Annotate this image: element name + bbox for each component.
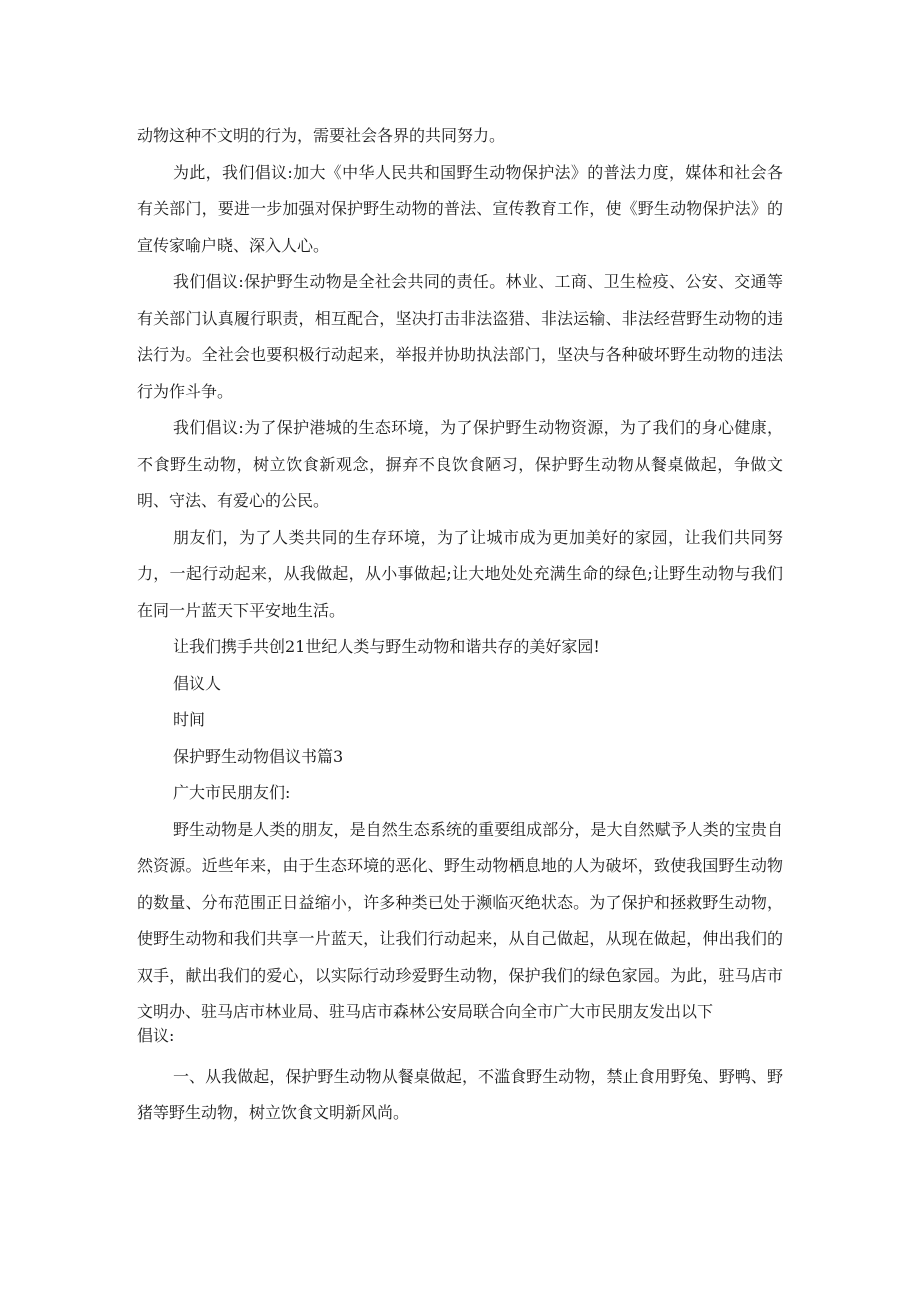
- document-body: [137, 118, 783, 1132]
- paragraph-item-one: 一、从我做起，保护野生动物从餐桌做起，不滥食野生动物，禁止食用野兔、野鸭、野猪等野生动物，树立饮食文明新风尚。: [137, 1066, 783, 1122]
- paragraph-friends: 朋友们，为了人类共同的生存环境，为了让城市成为更加美好的家园，让我们共同努力，一起行动起来，从我做起，从小事做起;让大地处处充满生命的绿色;让野生动物与我们在同一片蓝天下平安地生活。: [137, 527, 783, 620]
- paragraph-proposal-law: 为此，我们倡议:加大《中华人民共和国野生动物保护法》的普法力度，媒体和社会各有关部门，要进一步加强对保护野生动物的普法、宣传教育工作，使《野生动物保护法》的宣传家喻户晓、深入人心。: [137, 162, 783, 255]
- paragraph-proposal-responsibility: 我们倡议:保护野生动物是全社会共同的责任。林业、工商、卫生检疫、公安、交通等有关部门认真履行职责，相互配合，坚决打击非法盗猎、非法运输、非法经营野生动物的违法行为。全社会也要积极行动起来，举报并协助执法部门，坚决与各种破坏野生动物的违法行为作斗争。: [137, 272, 783, 401]
- paragraph-continuation: 动物这种不文明的行为，需要社会各界的共同努力。: [137, 126, 506, 145]
- paragraph-proposal-diet: 我们倡议:为了保护港城的生态环境，为了保护野生动物资源，为了我们的身心健康，不食野生动物，树立饮食新观念，摒弃不良饮食陋习，保护野生动物从餐桌做起，争做文明、守法、有爱心的公民。: [137, 418, 783, 510]
- paragraph-intro: 野生动物是人类的朋友，是自然生态系统的重要组成部分，是大自然赋予人类的宝贵自然资源。近些年来，由于生态环境的恶化、野生动物栖息地的人为破坏，致使我国野生动物的数量、分布范围正日益缩小，许多种类已处于濒临灭绝状态。为了保护和拯救野生动物，使野生动物和我们共享一片蓝天，让我们行动起来，从自己做起，从现在做起，伸出我们的双手，献出我们的爱心，以实际行动珍爱野生动物，保护我们的绿色家园。为此，驻马店市文明办、驻马店市林业局、驻马店市森林公安局联合向全市广大市民朋友发出以下: [137, 819, 783, 1021]
- signature-date: 时间: [173, 710, 206, 729]
- section-title: 保护野生动物倡议书篇3: [173, 746, 344, 766]
- paragraph-proposal-label: 倡议:: [137, 1025, 175, 1045]
- salutation: 广大市民朋友们:: [173, 783, 291, 802]
- paragraph-closing: 让我们携手共创21世纪人类与野生动物和谐共存的美好家园!: [173, 637, 600, 656]
- signature-proposer: 倡议人: [173, 673, 222, 693]
